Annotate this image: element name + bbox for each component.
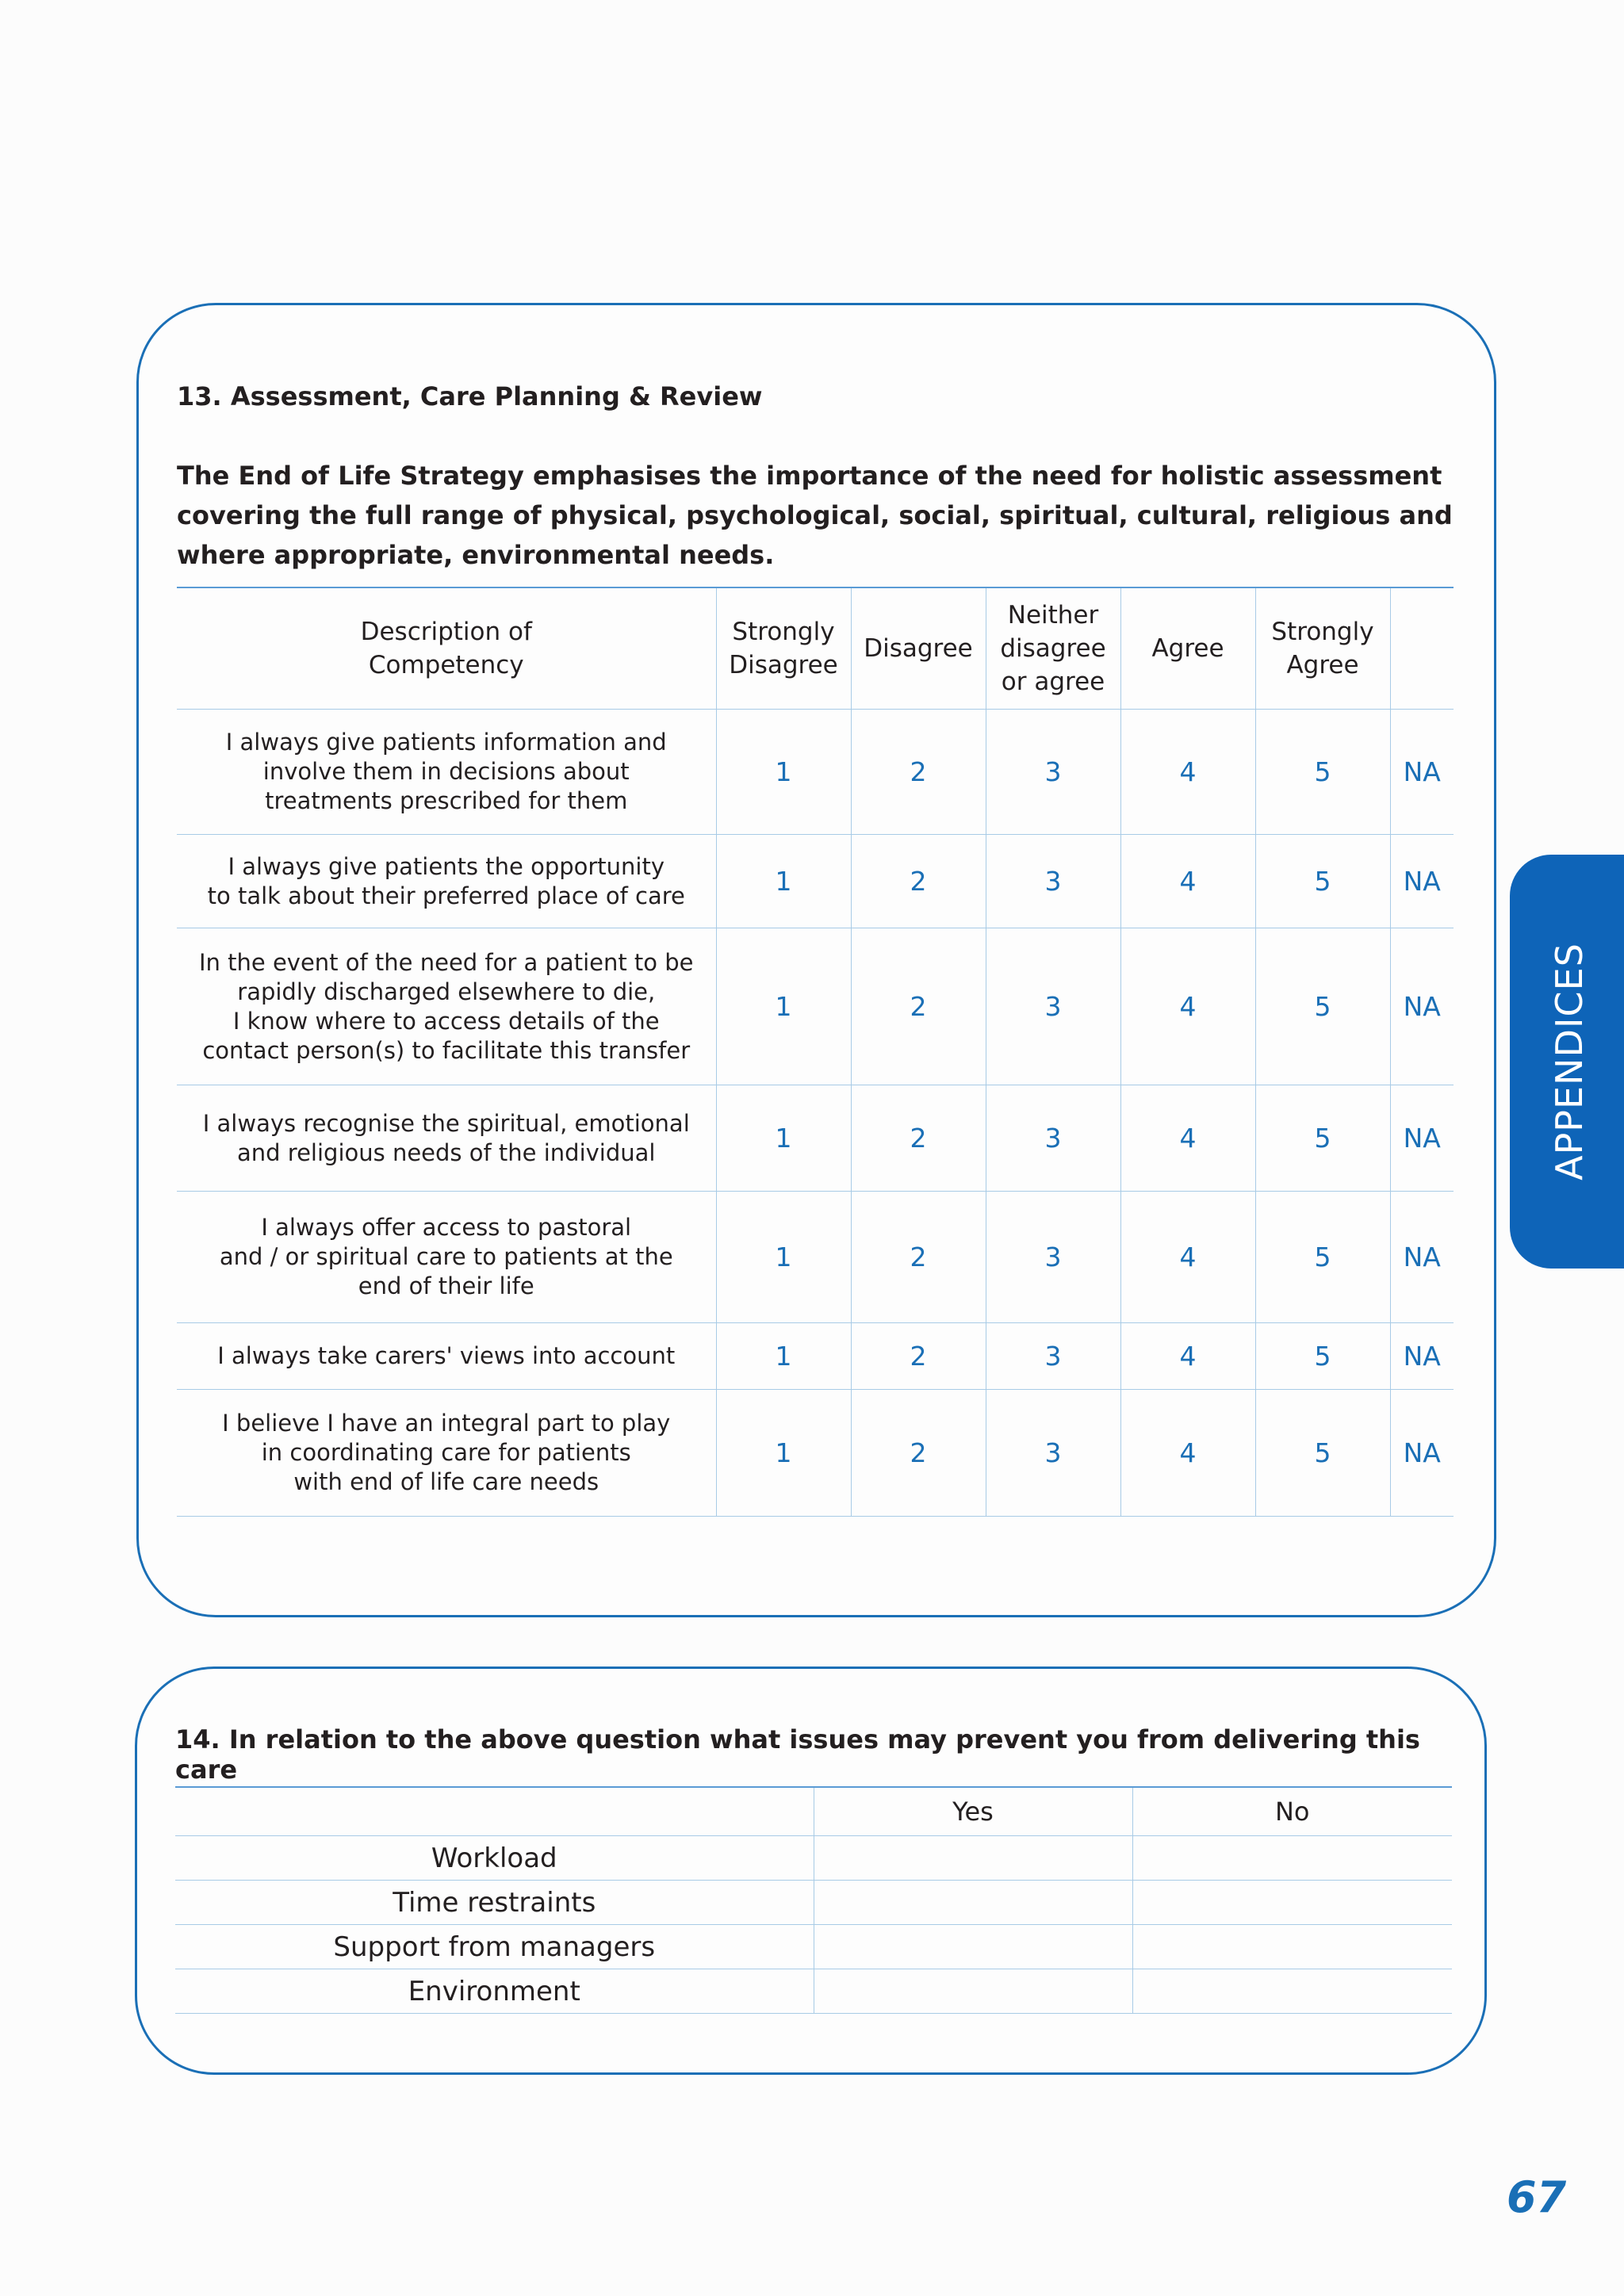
rating-option-5[interactable]: 5: [1255, 1390, 1390, 1517]
competency-row: [177, 1085, 1454, 1192]
section-13-title: 13. Assessment, Care Planning & Review: [177, 381, 763, 411]
issue-row: [175, 1925, 1452, 1969]
rating-option-1[interactable]: 1: [716, 710, 851, 835]
rating-option-2[interactable]: 2: [851, 710, 986, 835]
issue-yes-cell[interactable]: [814, 1925, 1132, 1969]
issue-label: Support from managers: [175, 1925, 814, 1969]
rating-option-4[interactable]: 4: [1120, 835, 1255, 928]
header-strongly-agree: Strongly Agree: [1255, 587, 1390, 710]
rating-option-2[interactable]: 2: [851, 1192, 986, 1323]
rating-option-3[interactable]: 3: [986, 928, 1120, 1085]
issue-yes-cell[interactable]: [814, 1969, 1132, 2014]
rating-option-na[interactable]: NA: [1390, 710, 1454, 835]
rating-option-2[interactable]: 2: [851, 1323, 986, 1390]
rating-option-2[interactable]: 2: [851, 928, 986, 1085]
rating-option-2[interactable]: 2: [851, 1390, 986, 1517]
section-14-panel: [135, 1667, 1487, 2075]
rating-option-4[interactable]: 4: [1120, 1085, 1255, 1192]
rating-option-3[interactable]: 3: [986, 835, 1120, 928]
competency-description: In the event of the need for a patient to be rapidly discharged elsewhere to die, I know where to access details of the contact person(s) to facilitate this transfer: [177, 928, 716, 1085]
section-14-title: 14. In relation to the above question what issues may prevent you from delivering this care: [175, 1724, 1420, 1785]
rating-option-1[interactable]: 1: [716, 928, 851, 1085]
competency-row: [177, 1323, 1454, 1390]
issues-header-no: No: [1132, 1787, 1452, 1836]
competency-description: I always give patients the opportunity to talk about their preferred place of care: [177, 835, 716, 928]
appendices-tab[interactable]: [1510, 855, 1624, 1269]
competency-header-row: [177, 587, 1454, 710]
issue-yes-cell[interactable]: [814, 1881, 1132, 1925]
rating-option-na[interactable]: NA: [1390, 1192, 1454, 1323]
issue-label: Environment: [175, 1969, 814, 2014]
competency-row: [177, 1192, 1454, 1323]
section-13-panel: [136, 303, 1496, 1617]
rating-option-3[interactable]: 3: [986, 1192, 1120, 1323]
rating-option-5[interactable]: 5: [1255, 1323, 1390, 1390]
rating-option-3[interactable]: 3: [986, 1323, 1120, 1390]
rating-option-3[interactable]: 3: [986, 1085, 1120, 1192]
issue-row: [175, 1836, 1452, 1881]
header-strongly-disagree: Strongly Disagree: [716, 587, 851, 710]
rating-option-5[interactable]: 5: [1255, 1192, 1390, 1323]
issue-row: [175, 1969, 1452, 2014]
rating-option-1[interactable]: 1: [716, 1192, 851, 1323]
rating-option-2[interactable]: 2: [851, 1085, 986, 1192]
issues-header-yes: Yes: [814, 1787, 1132, 1836]
header-na: [1390, 587, 1454, 710]
rating-option-na[interactable]: NA: [1390, 928, 1454, 1085]
competency-row: [177, 1390, 1454, 1517]
issue-yes-cell[interactable]: [814, 1836, 1132, 1881]
header-description: Description of Competency: [177, 587, 716, 710]
page-number: 67: [1507, 2172, 1567, 2222]
issue-row: [175, 1881, 1452, 1925]
issue-label: Workload: [175, 1836, 814, 1881]
rating-option-4[interactable]: 4: [1120, 1323, 1255, 1390]
header-neither: Neither disagree or agree: [986, 587, 1120, 710]
rating-option-5[interactable]: 5: [1255, 710, 1390, 835]
issue-no-cell[interactable]: [1132, 1925, 1452, 1969]
competency-description: I always take carers' views into account: [177, 1323, 716, 1390]
rating-option-2[interactable]: 2: [851, 835, 986, 928]
rating-option-4[interactable]: 4: [1120, 1390, 1255, 1517]
competency-description: I always recognise the spiritual, emotional and religious needs of the individual: [177, 1085, 716, 1192]
header-disagree: Disagree: [851, 587, 986, 710]
competency-description: I always give patients information and involve them in decisions about treatments prescribed for them: [177, 710, 716, 835]
competency-description: I always offer access to pastoral and / or spiritual care to patients at the end of their life: [177, 1192, 716, 1323]
issues-header-row: [175, 1787, 1452, 1836]
rating-option-5[interactable]: 5: [1255, 928, 1390, 1085]
competency-row: [177, 710, 1454, 835]
competency-table: [177, 587, 1454, 1517]
rating-option-4[interactable]: 4: [1120, 710, 1255, 835]
issue-no-cell[interactable]: [1132, 1969, 1452, 2014]
rating-option-5[interactable]: 5: [1255, 835, 1390, 928]
rating-option-1[interactable]: 1: [716, 1323, 851, 1390]
rating-option-1[interactable]: 1: [716, 835, 851, 928]
rating-option-na[interactable]: NA: [1390, 1323, 1454, 1390]
competency-row: [177, 928, 1454, 1085]
appendices-tab-label: APPENDICES: [1548, 943, 1591, 1181]
issue-no-cell[interactable]: [1132, 1881, 1452, 1925]
rating-option-3[interactable]: 3: [986, 710, 1120, 835]
issues-table: [175, 1786, 1452, 2014]
rating-option-4[interactable]: 4: [1120, 1192, 1255, 1323]
rating-option-5[interactable]: 5: [1255, 1085, 1390, 1192]
rating-option-3[interactable]: 3: [986, 1390, 1120, 1517]
rating-option-1[interactable]: 1: [716, 1390, 851, 1517]
issue-label: Time restraints: [175, 1881, 814, 1925]
competency-description: I believe I have an integral part to play in coordinating care for patients with end of life care needs: [177, 1390, 716, 1517]
rating-option-na[interactable]: NA: [1390, 1390, 1454, 1517]
section-13-intro: The End of Life Strategy emphasises the importance of the need for holistic assessment covering the full range of physical, psychological, social, spiritual, cultural, religious and where appropriate, environmental needs.: [177, 461, 1453, 570]
rating-option-4[interactable]: 4: [1120, 928, 1255, 1085]
issue-no-cell[interactable]: [1132, 1836, 1452, 1881]
header-agree: Agree: [1120, 587, 1255, 710]
rating-option-na[interactable]: NA: [1390, 1085, 1454, 1192]
rating-option-na[interactable]: NA: [1390, 835, 1454, 928]
rating-option-1[interactable]: 1: [716, 1085, 851, 1192]
competency-row: [177, 835, 1454, 928]
issues-header-blank: [175, 1787, 814, 1836]
